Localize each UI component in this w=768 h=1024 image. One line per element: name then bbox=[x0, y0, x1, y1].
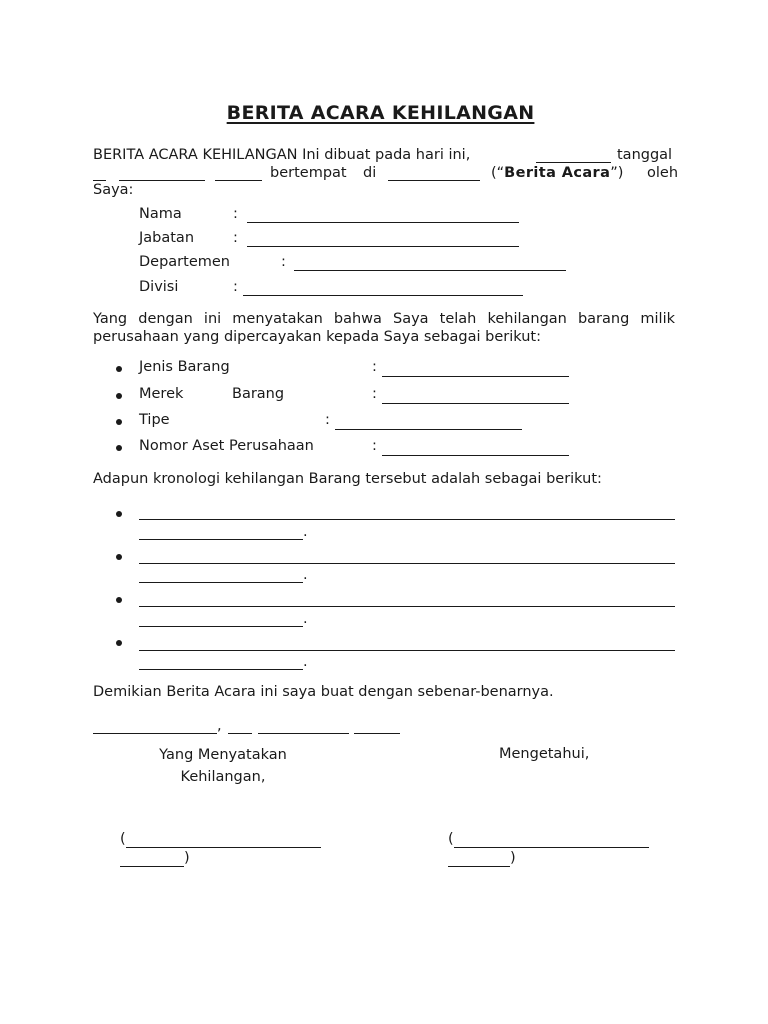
quote-open: (“ bbox=[491, 165, 505, 181]
bullet-icon bbox=[116, 554, 122, 560]
chronology-period: . bbox=[303, 524, 308, 540]
date-year-blank[interactable] bbox=[215, 180, 262, 181]
left-signer-name-line2[interactable] bbox=[120, 866, 184, 867]
right-open-paren: ( bbox=[448, 831, 454, 847]
right-signer-name-line1[interactable] bbox=[454, 847, 649, 848]
departemen-label: Departemen bbox=[139, 254, 230, 270]
sign-year-blank[interactable] bbox=[354, 733, 400, 734]
bullet-icon bbox=[116, 640, 122, 646]
chronology-line-1b[interactable] bbox=[139, 539, 303, 540]
berita-acara-quote bbox=[491, 165, 623, 181]
chronology-line-4b[interactable] bbox=[139, 669, 303, 670]
place-blank[interactable] bbox=[388, 180, 480, 181]
bullet-icon bbox=[116, 445, 122, 451]
bullet-icon bbox=[116, 393, 122, 399]
jenis-barang-label: Jenis Barang bbox=[139, 359, 230, 375]
nomor-aset-colon: : bbox=[372, 438, 377, 454]
right-close-paren: ) bbox=[510, 850, 516, 866]
tanggal-word: tanggal bbox=[617, 147, 673, 163]
divisi-field[interactable] bbox=[243, 295, 523, 296]
merek-barang-field[interactable] bbox=[382, 403, 569, 404]
chronology-line-2b[interactable] bbox=[139, 582, 303, 583]
departemen-colon: : bbox=[281, 254, 286, 270]
nama-colon: : bbox=[233, 206, 238, 222]
right-signature-title: Mengetahui, bbox=[499, 746, 590, 762]
closing-statement: Demikian Berita Acara ini saya buat dengan sebenar-benarnya. bbox=[93, 684, 554, 700]
sign-month-blank[interactable] bbox=[258, 733, 349, 734]
chronology-line-3b[interactable] bbox=[139, 626, 303, 627]
jabatan-colon: : bbox=[233, 230, 238, 246]
chronology-line-3a[interactable] bbox=[139, 606, 675, 607]
left-signer-name-line1[interactable] bbox=[126, 847, 321, 848]
jabatan-label: Jabatan bbox=[139, 230, 195, 246]
document-title bbox=[0, 102, 768, 124]
departemen-field[interactable] bbox=[294, 270, 566, 271]
jabatan-field[interactable] bbox=[247, 246, 519, 247]
sign-day-blank[interactable] bbox=[228, 733, 252, 734]
merek-barang-colon: : bbox=[372, 386, 377, 402]
di-word: di bbox=[363, 165, 377, 181]
left-open-paren: ( bbox=[120, 831, 126, 847]
chronology-period: . bbox=[303, 611, 308, 627]
oleh-word: oleh bbox=[647, 165, 679, 181]
date-day-blank[interactable] bbox=[93, 180, 106, 181]
statement-paragraph bbox=[93, 310, 675, 346]
statement-line1: Yang dengan ini menyatakan bahwa Saya telah kehilangan barang milik bbox=[93, 311, 675, 327]
jenis-barang-field[interactable] bbox=[382, 376, 569, 377]
tipe-label: Tipe bbox=[139, 412, 170, 428]
chronology-intro: Adapun kronologi kehilangan Barang tersebut adalah sebagai berikut: bbox=[93, 471, 602, 487]
tipe-field[interactable] bbox=[335, 429, 522, 430]
date-month-blank[interactable] bbox=[119, 180, 205, 181]
sign-place-blank[interactable] bbox=[93, 733, 217, 734]
left-signature-title bbox=[148, 744, 298, 788]
chronology-period: . bbox=[303, 654, 308, 670]
quote-close: ”) bbox=[610, 165, 624, 181]
saya-label: Saya: bbox=[93, 182, 134, 198]
bullet-icon bbox=[116, 511, 122, 517]
divisi-label: Divisi bbox=[139, 279, 179, 295]
intro-lead bbox=[93, 147, 470, 163]
chronology-line-1a[interactable] bbox=[139, 519, 675, 520]
bullet-icon bbox=[116, 597, 122, 603]
right-signer-name-line2[interactable] bbox=[448, 866, 510, 867]
chronology-line-2a[interactable] bbox=[139, 563, 675, 564]
intro-lead-label: BERITA ACARA KEHILANGAN bbox=[93, 147, 298, 163]
bertempat-word: bertempat bbox=[270, 165, 347, 181]
left-close-paren: ) bbox=[184, 850, 190, 866]
chronology-line-4a[interactable] bbox=[139, 650, 675, 651]
divisi-colon: : bbox=[233, 279, 238, 295]
bullet-icon bbox=[116, 419, 122, 425]
nomor-aset-label: Nomor Aset Perusahaan bbox=[139, 438, 314, 454]
left-title-line1: Yang Menyatakan bbox=[159, 747, 287, 763]
statement-line2: perusahaan yang dipercayakan kepada Saya sebagai berikut: bbox=[93, 329, 541, 345]
tipe-colon: : bbox=[325, 412, 330, 428]
quoted-term: Berita Acara bbox=[504, 165, 611, 181]
barang-label: Barang bbox=[232, 386, 285, 402]
left-title-line2: Kehilangan, bbox=[180, 769, 266, 785]
nama-label: Nama bbox=[139, 206, 182, 222]
hari-blank[interactable] bbox=[536, 162, 611, 163]
nomor-aset-field[interactable] bbox=[382, 455, 569, 456]
nama-field[interactable] bbox=[247, 222, 519, 223]
merek-label: Merek bbox=[139, 386, 184, 402]
jenis-barang-colon: : bbox=[372, 359, 377, 375]
bullet-icon bbox=[116, 366, 122, 372]
chronology-period: . bbox=[303, 567, 308, 583]
document-title-text: BERITA ACARA KEHILANGAN bbox=[226, 102, 535, 124]
place-comma: , bbox=[217, 718, 222, 734]
intro-line1-text: Ini dibuat pada hari ini, bbox=[302, 147, 471, 163]
